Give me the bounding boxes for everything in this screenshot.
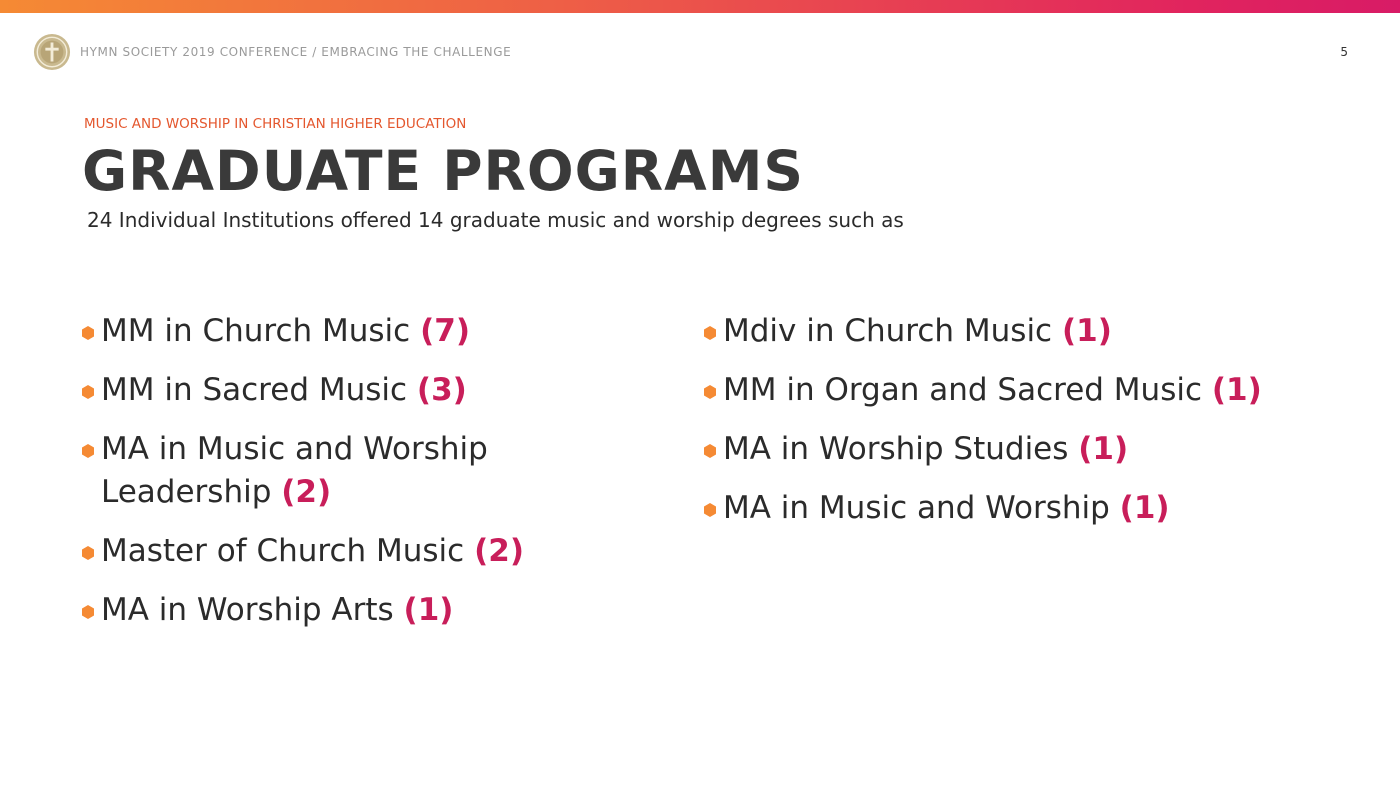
program-count: (1) (1211, 372, 1262, 408)
program-item (702, 369, 1262, 412)
hymn-society-seal-icon (33, 33, 71, 71)
program-item (80, 428, 600, 514)
hexagon-bullet-icon (81, 444, 95, 458)
program-item (80, 530, 600, 573)
program-item (80, 589, 600, 632)
hexagon-bullet-icon (703, 385, 717, 399)
program-name: MA in Music and Worship (723, 490, 1110, 526)
program-count: (1) (403, 592, 454, 628)
program-count: (1) (1119, 490, 1170, 526)
programs-list-right (702, 310, 1262, 546)
program-count: (7) (420, 313, 470, 349)
program-count: (1) (1061, 313, 1112, 349)
program-name: MM in Organ and Sacred Music (723, 372, 1203, 408)
program-count: (2) (281, 474, 332, 510)
slide-subtitle: 24 Individual Institutions offered 14 graduate music and worship degrees such as (87, 208, 904, 232)
slide-kicker: MUSIC AND WORSHIP IN CHRISTIAN HIGHER EDUCATION (84, 116, 467, 132)
program-name: MA in Worship Arts (101, 592, 394, 628)
program-name: MA in Worship Studies (723, 431, 1069, 467)
hexagon-bullet-icon (81, 385, 95, 399)
hexagon-bullet-icon (81, 605, 95, 619)
program-name: MM in Church Music (101, 313, 411, 349)
program-count: (1) (1078, 431, 1129, 467)
page-number: 5 (1340, 45, 1348, 59)
programs-list-left (80, 310, 600, 648)
program-count: (2) (474, 533, 524, 569)
hexagon-bullet-icon (703, 503, 717, 517)
program-item (702, 310, 1262, 353)
hexagon-bullet-icon (81, 326, 95, 340)
hexagon-bullet-icon (703, 444, 717, 458)
program-name: Master of Church Music (101, 533, 465, 569)
program-item (80, 369, 600, 412)
hexagon-bullet-icon (703, 326, 717, 340)
hexagon-bullet-icon (81, 546, 95, 560)
program-name: MA in Music and Worship Leadership (101, 431, 488, 510)
slide-title: GRADUATE PROGRAMS (82, 139, 805, 203)
program-name: Mdiv in Church Music (723, 313, 1053, 349)
conference-header: HYMN SOCIETY 2019 CONFERENCE / EMBRACING THE CHALLENGE (80, 45, 512, 59)
top-gradient-bar (0, 0, 1400, 13)
program-item (702, 487, 1262, 530)
program-item (80, 310, 600, 353)
program-item (702, 428, 1262, 471)
program-name: MM in Sacred Music (101, 372, 408, 408)
program-count: (3) (416, 372, 467, 408)
